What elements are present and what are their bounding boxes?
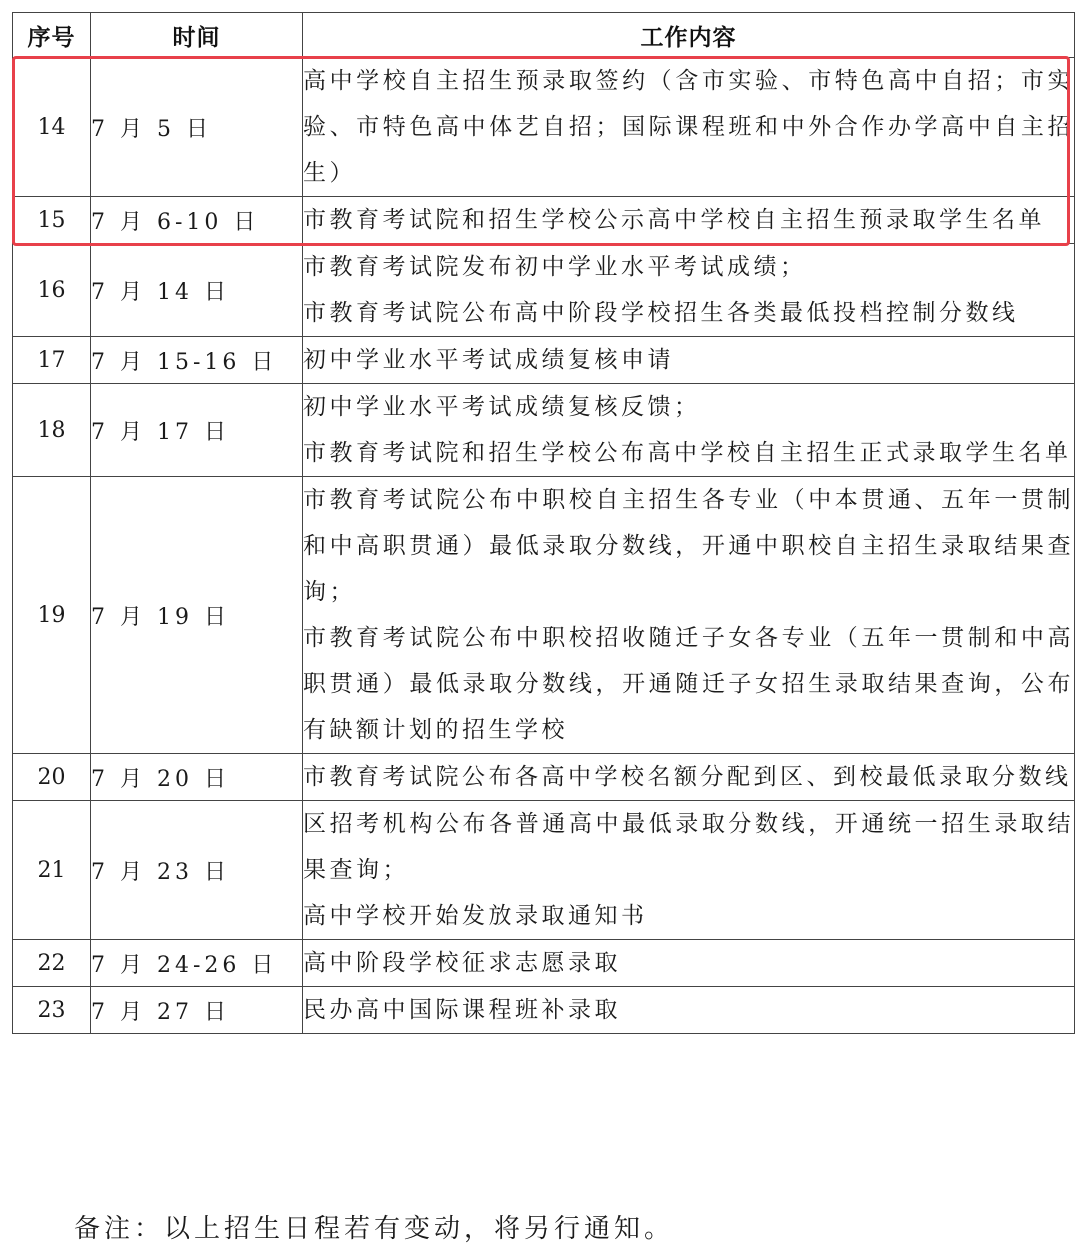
row-time: 7 月 5 日 [91,58,303,197]
content-line: 市教育考试院公布高中阶段学校招生各类最低投档控制分数线 [303,300,1019,326]
table-row [13,987,1075,1034]
header-time: 时间 [91,13,303,58]
row-number: 18 [13,384,91,477]
row-time: 7 月 15-16 日 [91,337,303,384]
row-number: 21 [13,801,91,940]
row-content [303,754,1075,801]
content-line: 市教育考试院和招生学校公布高中学校自主招生正式录取学生名单 [303,440,1072,466]
row-number: 15 [13,197,91,244]
table-body [13,58,1075,1034]
table-header-row [13,13,1075,58]
row-content [303,197,1075,244]
row-content [303,384,1075,477]
admission-schedule-table [12,12,1075,1034]
row-number: 14 [13,58,91,197]
table-row [13,197,1075,244]
row-content [303,244,1075,337]
content-line: 高中阶段学校征求志愿录取 [303,950,621,976]
table-row [13,337,1075,384]
table-row [13,801,1075,940]
content-line: 初中学业水平考试成绩复核申请 [303,347,674,373]
row-time: 7 月 20 日 [91,754,303,801]
row-number: 20 [13,754,91,801]
row-number: 23 [13,987,91,1034]
row-content [303,801,1075,940]
row-time: 7 月 19 日 [91,477,303,754]
content-line: 民办高中国际课程班补录取 [303,997,621,1023]
table-row [13,754,1075,801]
row-time: 7 月 27 日 [91,987,303,1034]
row-time: 7 月 14 日 [91,244,303,337]
row-time: 7 月 23 日 [91,801,303,940]
content-line: 初中学业水平考试成绩复核反馈； [303,394,701,420]
content-line: 市教育考试院公布中职校自主招生各专业（中本贯通、五年一贯制和中高职贯通）最低录取分数线，开通中职校自主招生录取结果查询； [303,487,1074,605]
row-time: 7 月 6-10 日 [91,197,303,244]
footnote: 备注：以上招生日程若有变动，将另行通知。 [74,1214,675,1244]
content-line: 市教育考试院发布初中学业水平考试成绩； [303,254,807,280]
row-content [303,337,1075,384]
content-line: 市教育考试院和招生学校公示高中学校自主招生预录取学生名单 [303,207,1045,233]
table-row [13,477,1075,754]
row-content [303,940,1075,987]
content-line: 市教育考试院公布中职校招收随迁子女各专业（五年一贯制和中高职贯通）最低录取分数线，开通随迁子女招生录取结果查询，公布有缺额计划的招生学校 [303,625,1074,743]
row-number: 22 [13,940,91,987]
table-row [13,244,1075,337]
content-line: 高中学校自主招生预录取签约（含市实验、市特色高中自招；市实验、市特色高中体艺自招；国际课程班和中外合作办学高中自主招生） [303,68,1074,186]
row-content [303,987,1075,1034]
header-no: 序号 [13,13,91,58]
row-number: 19 [13,477,91,754]
row-content [303,58,1075,197]
row-number: 16 [13,244,91,337]
row-time: 7 月 24-26 日 [91,940,303,987]
row-time: 7 月 17 日 [91,384,303,477]
table-row [13,384,1075,477]
row-number: 17 [13,337,91,384]
header-content: 工作内容 [303,13,1075,58]
row-content [303,477,1075,754]
content-line: 高中学校开始发放录取通知书 [303,903,648,929]
table-row [13,940,1075,987]
table-row [13,58,1075,197]
content-line: 区招考机构公布各普通高中最低录取分数线，开通统一招生录取结果查询； [303,811,1074,883]
content-line: 市教育考试院公布各高中学校名额分配到区、到校最低录取分数线 [303,764,1072,790]
